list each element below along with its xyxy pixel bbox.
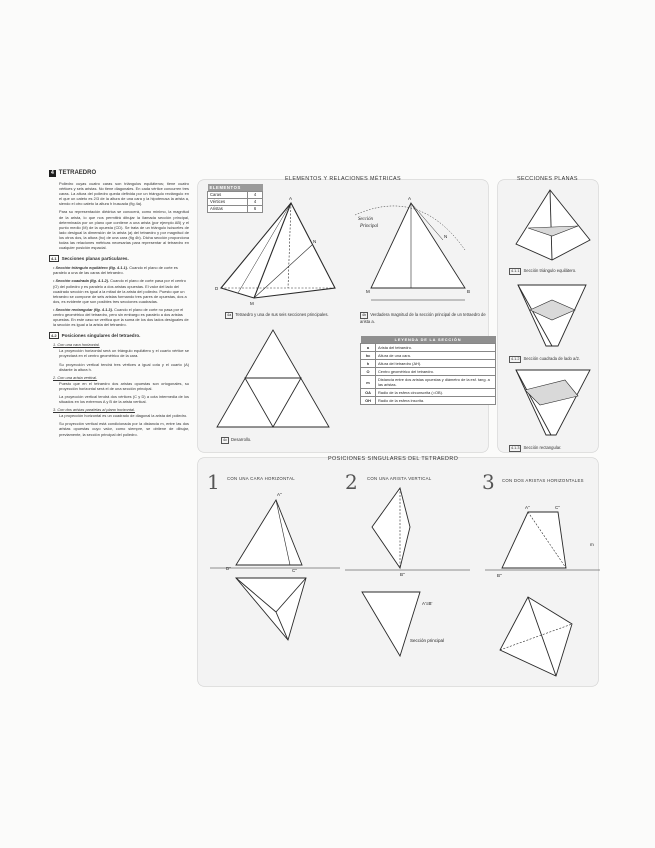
vertex-label: B'' [497,573,502,578]
legend-text: Arista del tetraedro. [376,344,496,352]
fig-caption-text: Sección rectangular. [523,445,562,450]
case-numeral-1: 1 [207,470,220,494]
bullet-text: Cuando el plano de corte es paralelo a una de las caras del tetraedro. [53,265,178,276]
bullet-heading: Sección rectangular (fig. 4.1.3). [55,306,113,312]
bullet-square: • Sección cuadrada (fig. 4.1.2). Cuando el plano de corte pasa por el centro (O) del poliedro y es paralelo a dos aristas opuestas. El valor del lado del cuadrado sección es igual a la mitad de la arista del poliedro. Puesto que un tetraedro se compone de seis aristas formando tres pares de opuestas, dos a dos, es evidente que son posibles tres secciones cuadradas. [53,278,187,304]
case-2-views [345,488,470,656]
case-1-title: 1. Con una cara horizontal. [53,342,100,348]
bullet-heading: Sección cuadrada (fig. 4.1.2). [55,278,110,284]
vertex-label: A'' [525,505,530,510]
vertex-label: B [467,289,471,294]
bullet-heading: Sección triángulo equilátero (fig. 4.1.1). [55,265,129,271]
vertex-label: B'' [400,572,405,577]
legend-symbol: hc [361,352,376,360]
vertex-label: C'' [292,568,297,573]
fig-tag: 4.1.3 [511,446,520,450]
fig-caption-text: Verdadera magnitud de la sección principal de un tetraedro de arista a. [360,312,486,324]
legend-text: Altura de una cara. [376,352,496,360]
case-1-text-b: Su proyección vertical tendrá tres vértices a igual cota y el cuarto (A) distante la altura h. [59,361,189,372]
case-1-text-a: La proyección horizontal será un triángulo equilátero y el cuarto vértice se proyectará en el centro geométrico de la cara. [59,348,189,359]
rectangle-section-figure [516,370,590,435]
positions-panel-title: POSICIONES SINGULARES DEL TETRAEDRO [328,456,459,462]
legend-text: Distancia entre dos aristas opuestas y diámetro de la esf. tang. a las aristas. [376,376,496,389]
fig-tag: 4a [227,313,232,317]
case-3-views [485,512,600,676]
fig-tag: 4b [362,313,367,317]
legend-symbol: OA [361,389,376,397]
legend-symbol: h [361,360,376,368]
legend-text: Radio de la esfera inscrita. [376,397,496,405]
sections-panel-title: SECCIONES PLANAS [517,176,578,182]
fig-tag: 4.1.1 [511,269,520,273]
vertex-label: A [289,196,293,201]
fig-caption-text: Desarrollo. [231,437,252,442]
case-2-text-a: Puesto que en el tetraedro dos aristas opuestas son ortogonales, su proyección horizontal será el de una sección principal. [59,380,189,391]
case-2-title: 2. Con una arista vertical. [53,374,98,380]
vertex-label: D [215,286,219,291]
row-value: 4 [248,192,263,199]
case-3-text-a: La proyección horizontal es un cuadrado de diagonal la arista del poliedro. [59,413,188,419]
section-label: Sección [358,217,373,222]
tetrahedron-figure [221,203,335,298]
bullet-rectangle: • Sección rectangular (fig. 4.1.3). Cuando el plano de corte no pasa por el centro geométrico del tetraedro, pero sin embargo es paralelo a dos aristas opuestas. En este caso se verifica que la suma de los dos lados desiguales de la sección es igual a la arista del tetraedro. [53,306,189,328]
intro-paragraph-1: Poliedro cuyas cuatro caras son triángulos equiláteros; tiene cuatro vértices y seis aristas. No tiene diagonales. En cada vértice concurren tres caras. La altura del poliedro queda definida por un triángulo rectángulo en el que un cateto es 2/3 de la altura de una cara y la hipotenusa la arista a, siendo el otro cateto la altura h buscada (fig 4a). [59,181,189,207]
case-1-heading: CON UNA CARA HORIZONTAL [227,476,295,481]
fig-tag: 4.1.2 [511,357,520,361]
square-section-figure [518,285,586,346]
row-value: 6 [248,206,263,213]
row-label: Aristas [208,206,248,213]
vertex-label: C'' [555,505,560,510]
vertex-label: M [250,301,254,306]
subsection-title: Secciones planas particulares. [61,256,129,262]
fig-caption-text: Tetraedro y una de sus seis secciones principales. [235,312,329,317]
section-label: Principal [360,224,379,229]
case-2-heading: CON UNA ARISTA VERTICAL [367,476,432,481]
legend-text: Altura del tetraedro (AH). [376,360,496,368]
vertex-label: M [366,289,370,294]
subsection-number: 4.2 [51,333,57,339]
development-net [217,330,329,427]
legend-symbol: a [361,344,376,352]
row-label: Vértices [208,199,248,206]
fig-caption-text: Sección triángulo equilátero. [523,268,577,273]
bullet-text: Cuando el plano de corte pasa por el centro (O) del poliedro y es paralelo a dos aristas opuestas. El valor del lado del cuadrado sección es igual a la mitad de la arista del poliedro. Puesto que un tetraedro se compone de seis aristas formando tres pares de opuestas, dos a dos, es evidente que son posibles tres secciones cuadradas. [53,278,187,304]
legend-symbol: O [361,368,376,376]
note-label: Sección principal [410,638,445,643]
case-3-title: 3. Con dos aristas paralelas al plano horizontal. [53,407,135,413]
row-value: 4 [248,199,263,206]
case-3-heading: CON DOS ARISTAS HORIZONTALES [502,478,584,483]
bullet-text: Cuando el plano de corte no pasa por el centro geométrico del tetraedro, pero sin embargo es paralelo a dos aristas opuestas. En este caso se verifica que la suma de los dos lados desiguales de la sección es igual a la arista del tetraedro. [53,306,189,328]
vertex-label: A'≡B' [422,601,433,606]
vertex-label: N [444,234,448,239]
legend-symbol: m [361,376,376,389]
fig-caption-text: Sección cuadrada de lado a/2. [523,356,581,361]
case-numeral-2: 2 [345,470,358,494]
subsection-title: Posiciones singulares del tetraedro. [61,333,141,339]
legend-text: Radio de la esfera circunscrita (=OB). [376,389,496,397]
distance-label: m [590,542,594,547]
legend-header: LEYENDA DE LA SECCIÓN [361,336,496,344]
row-label: Caras [208,192,248,199]
legend-symbol: OH [361,397,376,405]
triangle-section-figure [516,190,590,260]
vertex-label: A [408,196,412,201]
case-3-text-b: Su proyección vertical está condicionada por la distancia m, entre las dos aristas opuestas cuyo valor, como siempre, se obtiene de dibujar, previamente, la sección principal del poliedro. [59,421,189,437]
vertex-label: D'' [226,566,231,571]
subsection-number: 4.1 [51,256,57,262]
vertex-label: A'' [277,492,282,497]
elements-panel-title: ELEMENTOS Y RELACIONES MÉTRICAS [285,176,402,182]
intro-paragraph-2: Para su representación diédrica se conocerá, como mínimo, la magnitud de la arista, lo que nos permitirá dibujar la llamada sección principal, determinada por un plano que contiene a una arista (por ejemplo AB) y el punto medio (M) de la opuesta (CD). Se trata de un triángulo isósceles de lado desigual la dimensión de la arista (a) del tetraedro y por magnitud de los otros dos, la altura (hc) de una cara (fig 4b). Dicha sección proporciona todas las relaciones métricas necesarias para representar al tetraedro en cualquier posición espacial. [59,209,189,251]
legend-text: Centro geométrico del tetraedro. [376,368,496,376]
elements-table-header: ELEMENTOS [208,184,263,192]
case-numeral-3: 3 [482,470,495,494]
vertex-label: N [313,239,317,244]
section-title: TETRAEDRO [58,169,97,176]
section-number: 4 [51,170,54,176]
fig-tag: 4c [223,438,228,442]
case-2-text-b: La proyección vertical tendrá dos vértices (C y D) a cota intermedia de los situados en los extremos A y B de la arista vertical. [59,394,189,405]
bullet-triangle: • Sección triángulo equilátero (fig. 4.1.1). Cuando el plano de corte es paralelo a una de las caras del tetraedro. [53,265,178,276]
